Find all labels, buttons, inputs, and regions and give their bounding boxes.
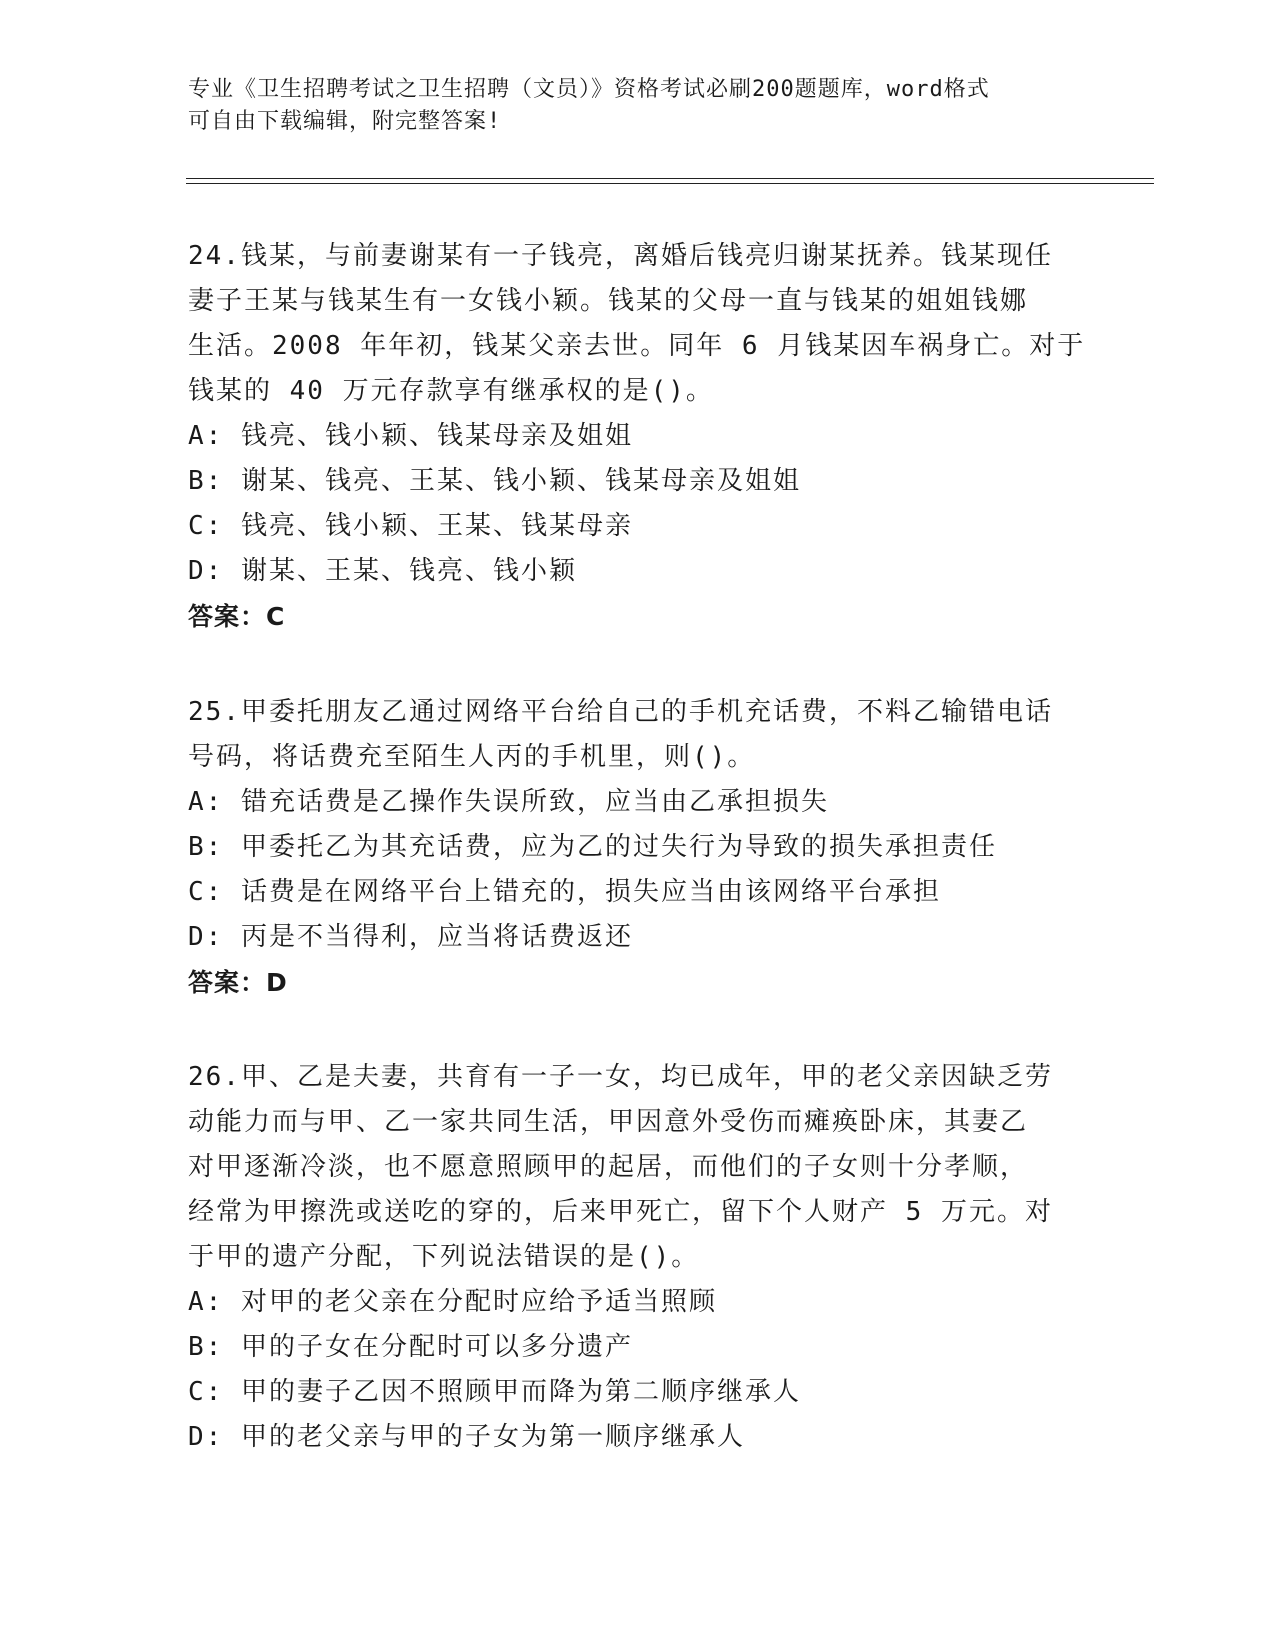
question-24 <box>188 234 1088 639</box>
option-c: C: 话费是在网络平台上错充的，损失应当由该网络平台承担 <box>188 877 941 907</box>
option-b: B: 谢某、钱亮、王某、钱小颖、钱某母亲及姐姐 <box>188 466 801 496</box>
question-stem <box>188 690 1088 780</box>
question-25 <box>188 690 1088 1005</box>
question-stem <box>188 1055 1088 1280</box>
option-c: C: 钱亮、钱小颖、王某、钱某母亲 <box>188 511 633 541</box>
stem-line: 25.甲委托朋友乙通过网络平台给自己的手机充话费，不料乙输错电话 <box>188 697 1053 727</box>
document-header <box>188 74 1068 138</box>
header-line-2: 可自由下载编辑，附完整答案! <box>188 109 502 134</box>
question-26 <box>188 1055 1088 1460</box>
stem-line: 生活。2008 年年初，钱某父亲去世。同年 6 月钱某因车祸身亡。对于 <box>188 331 1086 361</box>
stem-line: 号码，将话费充至陌生人丙的手机里，则()。 <box>188 742 756 772</box>
option-b: B: 甲委托乙为其充话费，应为乙的过失行为导致的损失承担责任 <box>188 832 997 862</box>
option-a: A: 对甲的老父亲在分配时应给予适当照顾 <box>188 1287 717 1317</box>
answer-label: 答案：D <box>188 968 288 997</box>
header-divider-bottom <box>186 183 1154 184</box>
option-a: A: 错充话费是乙操作失误所致，应当由乙承担损失 <box>188 787 829 817</box>
question-stem <box>188 234 1088 414</box>
answer-label: 答案：C <box>188 602 286 631</box>
option-d: D: 谢某、王某、钱亮、钱小颖 <box>188 556 577 586</box>
stem-line: 动能力而与甲、乙一家共同生活，甲因意外受伤而瘫痪卧床，其妻乙 <box>188 1107 1029 1137</box>
stem-line: 钱某的 40 万元存款享有继承权的是()。 <box>188 376 714 406</box>
option-d: D: 甲的老父亲与甲的子女为第一顺序继承人 <box>188 1422 745 1452</box>
header-divider-top <box>186 178 1154 179</box>
stem-line: 26.甲、乙是夫妻，共育有一子一女，均已成年，甲的老父亲因缺乏劳 <box>188 1062 1053 1092</box>
stem-line: 24.钱某，与前妻谢某有一子钱亮，离婚后钱亮归谢某抚养。钱某现任 <box>188 241 1053 271</box>
option-b: B: 甲的子女在分配时可以多分遗产 <box>188 1332 633 1362</box>
stem-line: 经常为甲擦洗或送吃的穿的，后来甲死亡，留下个人财产 5 万元。对 <box>188 1197 1053 1227</box>
stem-line: 妻子王某与钱某生有一女钱小颖。钱某的父母一直与钱某的姐姐钱娜 <box>188 286 1029 316</box>
stem-line: 于甲的遗产分配，下列说法错误的是()。 <box>188 1242 700 1272</box>
option-c: C: 甲的妻子乙因不照顾甲而降为第二顺序继承人 <box>188 1377 801 1407</box>
stem-line: 对甲逐渐冷淡，也不愿意照顾甲的起居，而他们的子女则十分孝顺， <box>188 1152 1029 1182</box>
header-line-1: 专业《卫生招聘考试之卫生招聘（文员）》资格考试必刷200题题库，word格式 <box>188 77 990 102</box>
option-d: D: 丙是不当得利，应当将话费返还 <box>188 922 633 952</box>
option-a: A: 钱亮、钱小颖、钱某母亲及姐姐 <box>188 421 633 451</box>
